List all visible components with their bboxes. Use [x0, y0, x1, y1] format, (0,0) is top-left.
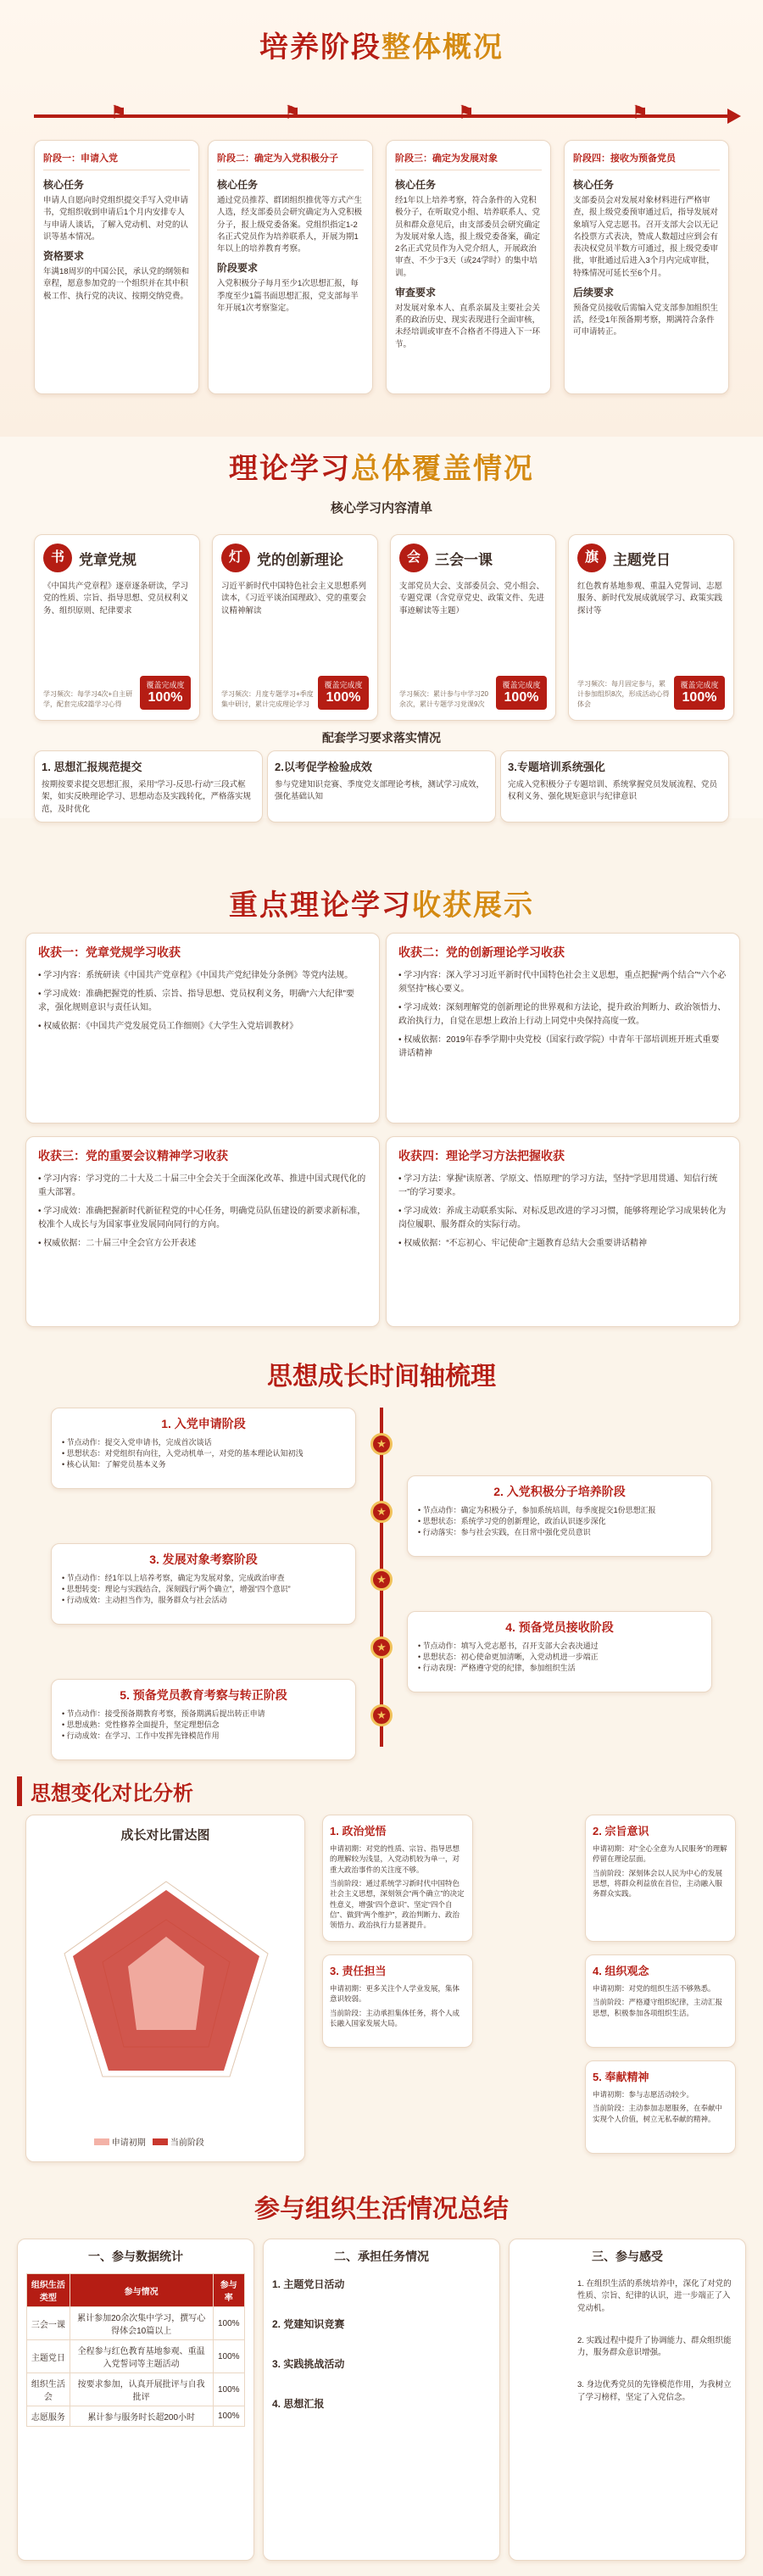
stage-overview-section [0, 0, 763, 437]
section-title [0, 0, 763, 65]
book-icon: 书 [43, 544, 72, 572]
section-title [0, 437, 763, 487]
change-title: 2. 宗旨意识 [593, 1825, 649, 1837]
title-orange: 整体概况 [382, 31, 504, 64]
title-red: 理论学习 [229, 453, 351, 485]
card-foot: 学习频次：累计参与中学习20余次，累计专题学习党课9次 [399, 690, 488, 708]
pct-label: 覆盖完成度 [324, 681, 363, 689]
radar-legend [94, 2135, 204, 2148]
stage-text: 通过党员推荐、群团组织推优等方式产生人选，经支部委员会研究确定为入党积极分子，报上级党委备案。党组织指定1-2名正式党员作为培养联系人，开展为期1年以上的培养教育考察。 [217, 196, 363, 254]
gain-text: • 学习内容：系统研读《中国共产党章程》《中国共产党纪律处分条例》等党内法规。 [38, 971, 354, 980]
change-text: 申请初期：参与志愿活动较少。 [593, 2090, 694, 2099]
stage-text: 预备党员接收后需编入党支部参加组织生活，经受1年预备期考察，期满符合条件可申请转正。 [573, 303, 719, 337]
table-row: 组织生活会 按要求参加，认真开展批评与自我批评 100% [27, 2373, 245, 2406]
flag-icon: ⚑ [632, 102, 649, 123]
gain-title: 收获二：党的创新理论学习收获 [398, 945, 565, 959]
timeline-line-text: • 行动落实：参与社会实践，在日常中强化党员意识 [418, 1528, 591, 1537]
section-title: 思想变化对比分析 [17, 1776, 193, 1806]
feelings-panel [509, 2239, 746, 2561]
gain-card [25, 933, 380, 1124]
section-title [0, 882, 763, 923]
pct-label: 覆盖完成度 [146, 681, 185, 689]
stage-text: 经1年以上培养考察，符合条件的入党积极分子，在听取党小组、培养联系人、党员和群众意见后，由支部委员会研究确定为发展对象人选，报上级党委备案，确定2名正式党员作为入党介绍人，开展政治审查、不少于3天（或24学时）的集中培训。 [395, 196, 541, 278]
gain-text: • 学习成效：深刻理解党的创新理论的世界观和方法论，提升政治判断力、政治领悟力、政治执行力，自觉在思想上政治上行动上同党中央保持高度一致。 [398, 1003, 727, 1026]
stage-title: 阶段二：确定为入党积极分子 [217, 151, 364, 170]
legend-initial: 申请初期 [111, 2138, 146, 2148]
stage-subhead: 核心任务 [217, 179, 259, 191]
title-orange: 收获展示 [412, 889, 534, 922]
stage-title: 阶段三：确定为发展对象 [395, 151, 542, 170]
stage-card [34, 140, 199, 394]
title-red: 重点理论学习 [229, 889, 412, 922]
gain-text: • 权威依据：2019年春季学期中央党校（国家行政学院）中青年干部培训班开班式重要讲话精神 [398, 1035, 720, 1058]
stats-table [26, 2273, 245, 2427]
task-item: 3. 实践挑战活动 [272, 2358, 345, 2370]
change-title: 3. 责任担当 [330, 1965, 387, 1977]
change-card [585, 1954, 736, 2048]
change-title: 4. 组织观念 [593, 1965, 649, 1977]
gain-text: • 学习成效：准确把握新时代新征程党的中心任务，明确党员队伍建设的新要求新标准，校准个人成长与为国家事业发展同向同行的方向。 [38, 1207, 366, 1229]
card-title: 主题党日 [613, 551, 671, 568]
pct-label: 覆盖完成度 [502, 681, 541, 689]
req-card-desc: 完成入党积极分子专题培训、系统掌握党员发展流程、党员权利义务、强化规矩意识与纪律意识 [508, 780, 718, 802]
pct-label: 覆盖完成度 [680, 681, 719, 689]
title-red: 培养阶段 [259, 31, 382, 64]
change-text: 申请初期：对党的性质、宗旨、指导思想的理解较为浅显，入党动机较为单一，对重大政治事件的关注度不够。 [330, 1844, 460, 1874]
card-foot: 学习频次：每月固定参与，累计参加组织8次，形成活动心得体会 [577, 680, 670, 708]
timeline-card [51, 1543, 356, 1625]
timeline-line-text: • 节点动作：经1年以上培养考察，确定为发展对象，完成政治审查 [62, 1574, 285, 1582]
timeline-title: 5. 预备党员教育考察与转正阶段 [120, 1688, 287, 1702]
change-text: 当前阶段：主动参加志愿服务，在奉献中实现个人价值，树立无私奉献的精神。 [593, 2104, 723, 2123]
change-text: 申请初期：更多关注个人学业发展，集体意识较弱。 [330, 1984, 460, 2004]
pct-value: 100% [504, 690, 539, 705]
timeline-line-text: • 节点动作：提交入党申请书，完成首次谈话 [62, 1438, 212, 1447]
timeline-card [51, 1679, 356, 1760]
gain-text: • 学习成效：养成主动联系实际、对标反思改进的学习习惯，能够将理论学习成果转化为岗位履职、服务群众的实际行动。 [398, 1207, 727, 1229]
req-title: 配套学习要求落实情况 [322, 731, 441, 744]
timeline-card [51, 1408, 356, 1489]
stage-text: 入党积极分子每月至少1次思想汇报，每季度至少1篇书面思想汇报，党支部每半年开展1次考察鉴定。 [217, 279, 359, 313]
timeline-line-text: • 核心认知：了解党员基本义务 [62, 1460, 166, 1469]
req-card [34, 750, 263, 822]
content-card [568, 534, 734, 721]
stage-text: 申请人自愿向时党组织提交手写入党申请书，党组织收到申请后1个月内安排专人与申请人谈话，了解入党动机、对党的认识等基本情况。 [43, 196, 189, 242]
req-card-desc: 参与党建知识竞赛、季度党支部理论考核，测试学习成效，强化基础认知 [275, 780, 485, 802]
timeline-title: 4. 预备党员接收阶段 [505, 1620, 614, 1634]
tasks-panel [263, 2239, 500, 2561]
pct-value: 100% [682, 690, 717, 705]
timeline-line-text: • 节点动作：确定为积极分子，参加系统培训，每季度提交1份思想汇报 [418, 1506, 656, 1514]
timeline-line-text: • 思想转变：理论与实践结合，深刻践行“两个确立”，增强“四个意识” [62, 1585, 291, 1594]
gain-title: 收获一：党章党规学习收获 [38, 945, 181, 959]
change-text: 申请初期：对党的组织生活不够熟悉。 [593, 1984, 716, 1993]
card-foot: 学习频次：月度专题学习+季度集中研讨，累计完成理论学习 [221, 690, 314, 708]
star-icon: ★ [370, 1433, 393, 1455]
flag-icon: ⚑ [110, 102, 127, 123]
stage-title: 阶段四：接收为预备党员 [573, 151, 720, 170]
subtitle: 核心学习内容清单 [330, 501, 432, 516]
timeline-title: 1. 入党申请阶段 [161, 1417, 246, 1430]
task-item: 4. 思想汇报 [272, 2398, 325, 2410]
title-orange: 总体覆盖情况 [351, 453, 534, 485]
card-title: 党章党规 [79, 551, 136, 568]
timeline-title: 2. 入党积极分子培养阶段 [493, 1485, 626, 1498]
change-title: 5. 奉献精神 [593, 2071, 649, 2083]
stage-card [386, 140, 551, 394]
section-title: 思想成长时间轴梳理 [267, 1363, 496, 1391]
gain-text: • 学习内容：深入学习习近平新时代中国特色社会主义思想，重点把握“两个结合”“六个必须坚持”核心要义。 [398, 971, 727, 994]
coverage-badge [496, 676, 547, 710]
feeling-text: 1. 在组织生活的系统培养中，深化了对党的性质、宗旨、纪律的认识，进一步端正了入党动机。 [577, 2279, 732, 2313]
card-desc: 红色教育基地参观、重温入党誓词、志愿服务、新时代发展成就展学习、政策实践探讨等 [577, 582, 723, 616]
feeling-text: 2. 实践过程中提升了协调能力、群众组织能力，服务群众意识增强。 [577, 2335, 732, 2357]
pct-value: 100% [148, 690, 183, 705]
stage-card [564, 140, 729, 394]
progress-arrow [34, 114, 729, 118]
star-icon: ★ [370, 1569, 393, 1591]
gain-title: 收获三：党的重要会议精神学习收获 [38, 1149, 228, 1163]
flag-icon: ⚑ [284, 102, 301, 123]
timeline-card [407, 1475, 712, 1557]
radar-card [25, 1815, 305, 2162]
stage-subhead: 核心任务 [43, 179, 85, 191]
change-card [322, 1815, 473, 1942]
content-card [34, 534, 200, 721]
card-desc: 《中国共产党章程》逐章逐条研读，学习党的性质、宗旨、指导思想、党员权利义务、组织原则、纪律要求 [43, 582, 189, 616]
coverage-badge [318, 676, 369, 710]
change-card [585, 2060, 736, 2154]
card-title: 三会一课 [435, 551, 493, 568]
coverage-badge [674, 676, 725, 710]
gain-card [25, 1136, 380, 1327]
req-card [267, 750, 496, 822]
stage-subhead: 核心任务 [573, 179, 615, 191]
gain-text: • 权威依据：二十届三中全会官方公开表述 [38, 1239, 197, 1248]
feeling-text: 3. 身边优秀党员的先锋模范作用，为我树立了学习榜样，坚定了入党信念。 [577, 2380, 732, 2402]
stage-text: 支部委员会对发展对象材料进行严格审查，报上级党委预审通过后，指导发展对象填写入党志愿书。召开支部大会以无记名投票方式表决，赞成人数超过应到会有表决权党员半数方可通过，报上级党委审批，审批通过后进入3个月内完成审批，特殊情况可延长至6个月。 [573, 196, 719, 278]
card-title: 党的创新理论 [257, 551, 343, 568]
stage-title: 阶段一：申请入党 [43, 151, 190, 170]
change-card [585, 1815, 736, 1942]
legend-current: 当前阶段 [170, 2138, 204, 2148]
change-text: 当前阶段：严格遵守组织纪律，主动汇报思想，积极参加各项组织生活。 [593, 1998, 723, 2017]
gain-text: • 学习成效：准确把握党的性质、宗旨、指导思想、党员权利义务，明确“六大纪律”要求，强化规则意识与责任认知。 [38, 990, 354, 1012]
gain-title: 收获四：理论学习方法把握收获 [398, 1149, 565, 1163]
card-desc: 支部党员大会、支部委员会、党小组会、专题党课（含党章党史、政策文件、先进事迹解读等主题） [399, 582, 545, 616]
gain-text: • 学习方法：掌握“读原著、学原文、悟原理”的学习方法，坚持“学思用贯通、知信行统一”的学习要求。 [398, 1174, 718, 1197]
section-title: 参与组织生活情况总结 [254, 2195, 509, 2223]
table-header: 参与率 [213, 2274, 244, 2307]
radar-chart [26, 1843, 306, 2115]
req-card-title: 1. 思想汇报规范提交 [42, 761, 142, 773]
req-card-desc: 按期按要求提交思想汇报，采用“学习-反思-行动”三段式框架，如实反映理论学习、思想动态及实践转化，严格落实规范，及时优化 [42, 780, 252, 814]
timeline-line-text: • 思想成熟：党性修养全面提升，坚定理想信念 [62, 1720, 220, 1730]
timeline-line-text: • 行动成效：主动担当作为，服务群众与社会活动 [62, 1596, 227, 1605]
star-icon: ★ [370, 1501, 393, 1523]
req-card-title: 3.专题培训系统强化 [508, 761, 605, 773]
pct-value: 100% [326, 690, 361, 705]
stage-subhead: 核心任务 [395, 179, 437, 191]
coverage-badge [140, 676, 191, 710]
change-text: 当前阶段：深刻体会以人民为中心的发展思想，将群众利益放在首位，主动融入服务群众实践。 [593, 1868, 723, 1899]
panel-title: 三、参与感受 [592, 2250, 663, 2263]
stage-text: 年满18周岁的中国公民，承认党的纲领和章程，愿意参加党的一个组织并在其中积极工作、执行党的决议、按期交纳党费。 [43, 267, 190, 301]
panel-title: 二、承担任务情况 [334, 2250, 429, 2263]
gain-text: • 权威依据：《中国共产党发展党员工作细则》《大学生入党培训教材》 [38, 1022, 298, 1031]
req-card [500, 750, 729, 822]
stage-card [208, 140, 373, 394]
table-header: 参与情况 [70, 2274, 213, 2307]
stage-subhead: 审查要求 [395, 286, 437, 298]
panel-title: 一、参与数据统计 [88, 2250, 183, 2263]
timeline-line-text: • 思想状态：初心使命更加清晰，入党动机进一步端正 [418, 1653, 599, 1662]
content-card [390, 534, 556, 721]
timeline-title: 3. 发展对象考察阶段 [149, 1553, 258, 1566]
gain-card [386, 933, 740, 1124]
change-text: 当前阶段：通过系统学习新时代中国特色社会主义思想，深刻领会“两个确立”的决定性意义，增强“四个意识”、坚定“四个自信”、做到“两个维护”，政治判断力、政治领悟力、政治执行力显著提升。 [330, 1878, 465, 1930]
change-title: 1. 政治觉悟 [330, 1825, 387, 1837]
stats-panel [17, 2239, 254, 2561]
bulb-icon: 灯 [221, 544, 250, 572]
task-item: 1. 主题党日活动 [272, 2278, 345, 2290]
gain-text: • 权威依据：“不忘初心、牢记使命”主题教育总结大会重要讲话精神 [398, 1239, 647, 1248]
card-foot: 学习频次：每学习4次+自主研学，配套完成2篇学习心得 [43, 690, 133, 708]
stage-subhead: 后续要求 [573, 286, 615, 298]
table-row: 三会一课 累计参加20余次集中学习，撰写心得体会10篇以上 100% [27, 2307, 245, 2340]
gain-card [386, 1136, 740, 1327]
timeline-line-text: • 思想状态：系统学习党的创新理论，政治认识逐步深化 [418, 1517, 606, 1526]
flag-icon: 旗 [577, 544, 606, 572]
content-card [212, 534, 378, 721]
star-icon: ★ [370, 1704, 393, 1726]
radar-title: 成长对比雷达图 [120, 1828, 210, 1843]
timeline-card [407, 1611, 712, 1692]
change-text: 当前阶段：主动承担集体任务，将个人成长融入国家发展大局。 [330, 2008, 460, 2027]
timeline-line-text: • 节点动作：填写入党志愿书，召开支部大会表决通过 [418, 1642, 599, 1650]
timeline-line-text: • 行动表现：严格遵守党的纪律，参加组织生活 [418, 1664, 576, 1673]
flag-icon: ⚑ [458, 102, 475, 123]
stage-subhead: 阶段要求 [217, 262, 259, 275]
gain-text: • 学习内容：学习党的二十大及二十届三中全会关于全面深化改革、推进中国式现代化的重大部署。 [38, 1174, 366, 1197]
stage-subhead: 资格要求 [43, 250, 85, 262]
table-row: 主题党日 全程参与红色教育基地参观、重温入党誓词等主题活动 100% [27, 2340, 245, 2373]
req-card-title: 2.以考促学检验成效 [275, 761, 372, 773]
table-header: 组织生活类型 [27, 2274, 70, 2307]
change-card [322, 1954, 473, 2048]
card-desc: 习近平新时代中国特色社会主义思想系列读本，《习近平谈治国理政》、党的重要会议精神解读 [221, 582, 367, 616]
timeline-line-text: • 思想状态：对党组织有向往，入党动机单一，对党的基本理论认知初浅 [62, 1449, 304, 1458]
meeting-icon: 会 [399, 544, 428, 572]
star-icon: ★ [370, 1636, 393, 1659]
stage-text: 对发展对象本人、直系亲属及主要社会关系的政治历史、现实表现进行全面审核，未经培训或审查不合格者不得进入下一环节。 [395, 303, 541, 349]
timeline-line-text: • 节点动作：接受预备期教育考察，预备期满后提出转正申请 [62, 1709, 265, 1718]
change-text: 申请初期：对“全心全意为人民服务”的理解停留在理论层面。 [593, 1844, 727, 1864]
table-row: 志愿服务 累计参与服务时长超200小时 100% [27, 2406, 245, 2427]
timeline-line-text: • 行动成效：在学习、工作中发挥先锋模范作用 [62, 1731, 220, 1741]
task-item: 2. 党建知识竞赛 [272, 2318, 345, 2330]
